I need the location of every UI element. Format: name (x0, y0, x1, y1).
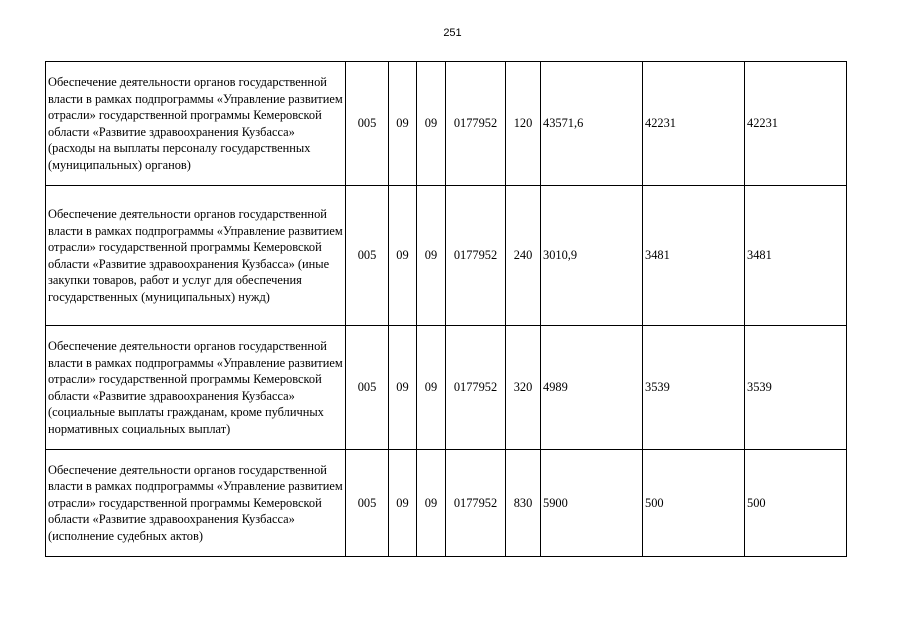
expense-type-code: 240 (506, 186, 541, 326)
section-code: 09 (389, 62, 417, 186)
expense-type-code: 320 (506, 326, 541, 450)
table-row (46, 450, 847, 557)
amount-year-2: 3539 (643, 326, 745, 450)
section-code: 09 (389, 186, 417, 326)
row-description: Обеспечение деятельности органов государственной власти в рамках подпрограммы «Управление развитием отрасли» государственной программы Кемеровской области «Развитие здравоохранения Кузбасса» (расходы на выплаты персоналу государственных (муниципальных) органов) (46, 62, 346, 186)
target-article-code: 0177952 (446, 450, 506, 557)
expense-type-code: 830 (506, 450, 541, 557)
section-code: 09 (389, 326, 417, 450)
budget-table (45, 61, 847, 557)
subsection-code: 09 (417, 62, 446, 186)
amount-year-2: 500 (643, 450, 745, 557)
table-row (46, 62, 847, 186)
ministry-code: 005 (346, 62, 389, 186)
amount-year-3: 42231 (745, 62, 847, 186)
amount-year-1: 3010,9 (541, 186, 643, 326)
row-description: Обеспечение деятельности органов государственной власти в рамках подпрограммы «Управление развитием отрасли» государственной программы Кемеровской области «Развитие здравоохранения Кузбасса» (иные закупки товаров, работ и услуг для обеспечения государственных (муниципальных) нужд) (46, 186, 346, 326)
target-article-code: 0177952 (446, 326, 506, 450)
row-description: Обеспечение деятельности органов государственной власти в рамках подпрограммы «Управление развитием отрасли» государственной программы Кемеровской области «Развитие здравоохранения Кузбасса» (исполнение судебных актов) (46, 450, 346, 557)
table-row (46, 326, 847, 450)
page-number: 251 (443, 27, 462, 39)
amount-year-2: 42231 (643, 62, 745, 186)
ministry-code: 005 (346, 450, 389, 557)
subsection-code: 09 (417, 186, 446, 326)
amount-year-3: 3539 (745, 326, 847, 450)
amount-year-1: 5900 (541, 450, 643, 557)
table-row (46, 186, 847, 326)
row-description: Обеспечение деятельности органов государственной власти в рамках подпрограммы «Управление развитием отрасли» государственной программы Кемеровской области «Развитие здравоохранения Кузбасса» (социальные выплаты гражданам, кроме публичных нормативных социальных выплат) (46, 326, 346, 450)
target-article-code: 0177952 (446, 62, 506, 186)
amount-year-3: 3481 (745, 186, 847, 326)
target-article-code: 0177952 (446, 186, 506, 326)
amount-year-1: 43571,6 (541, 62, 643, 186)
expense-type-code: 120 (506, 62, 541, 186)
amount-year-2: 3481 (643, 186, 745, 326)
subsection-code: 09 (417, 450, 446, 557)
section-code: 09 (389, 450, 417, 557)
ministry-code: 005 (346, 326, 389, 450)
amount-year-1: 4989 (541, 326, 643, 450)
ministry-code: 005 (346, 186, 389, 326)
amount-year-3: 500 (745, 450, 847, 557)
subsection-code: 09 (417, 326, 446, 450)
